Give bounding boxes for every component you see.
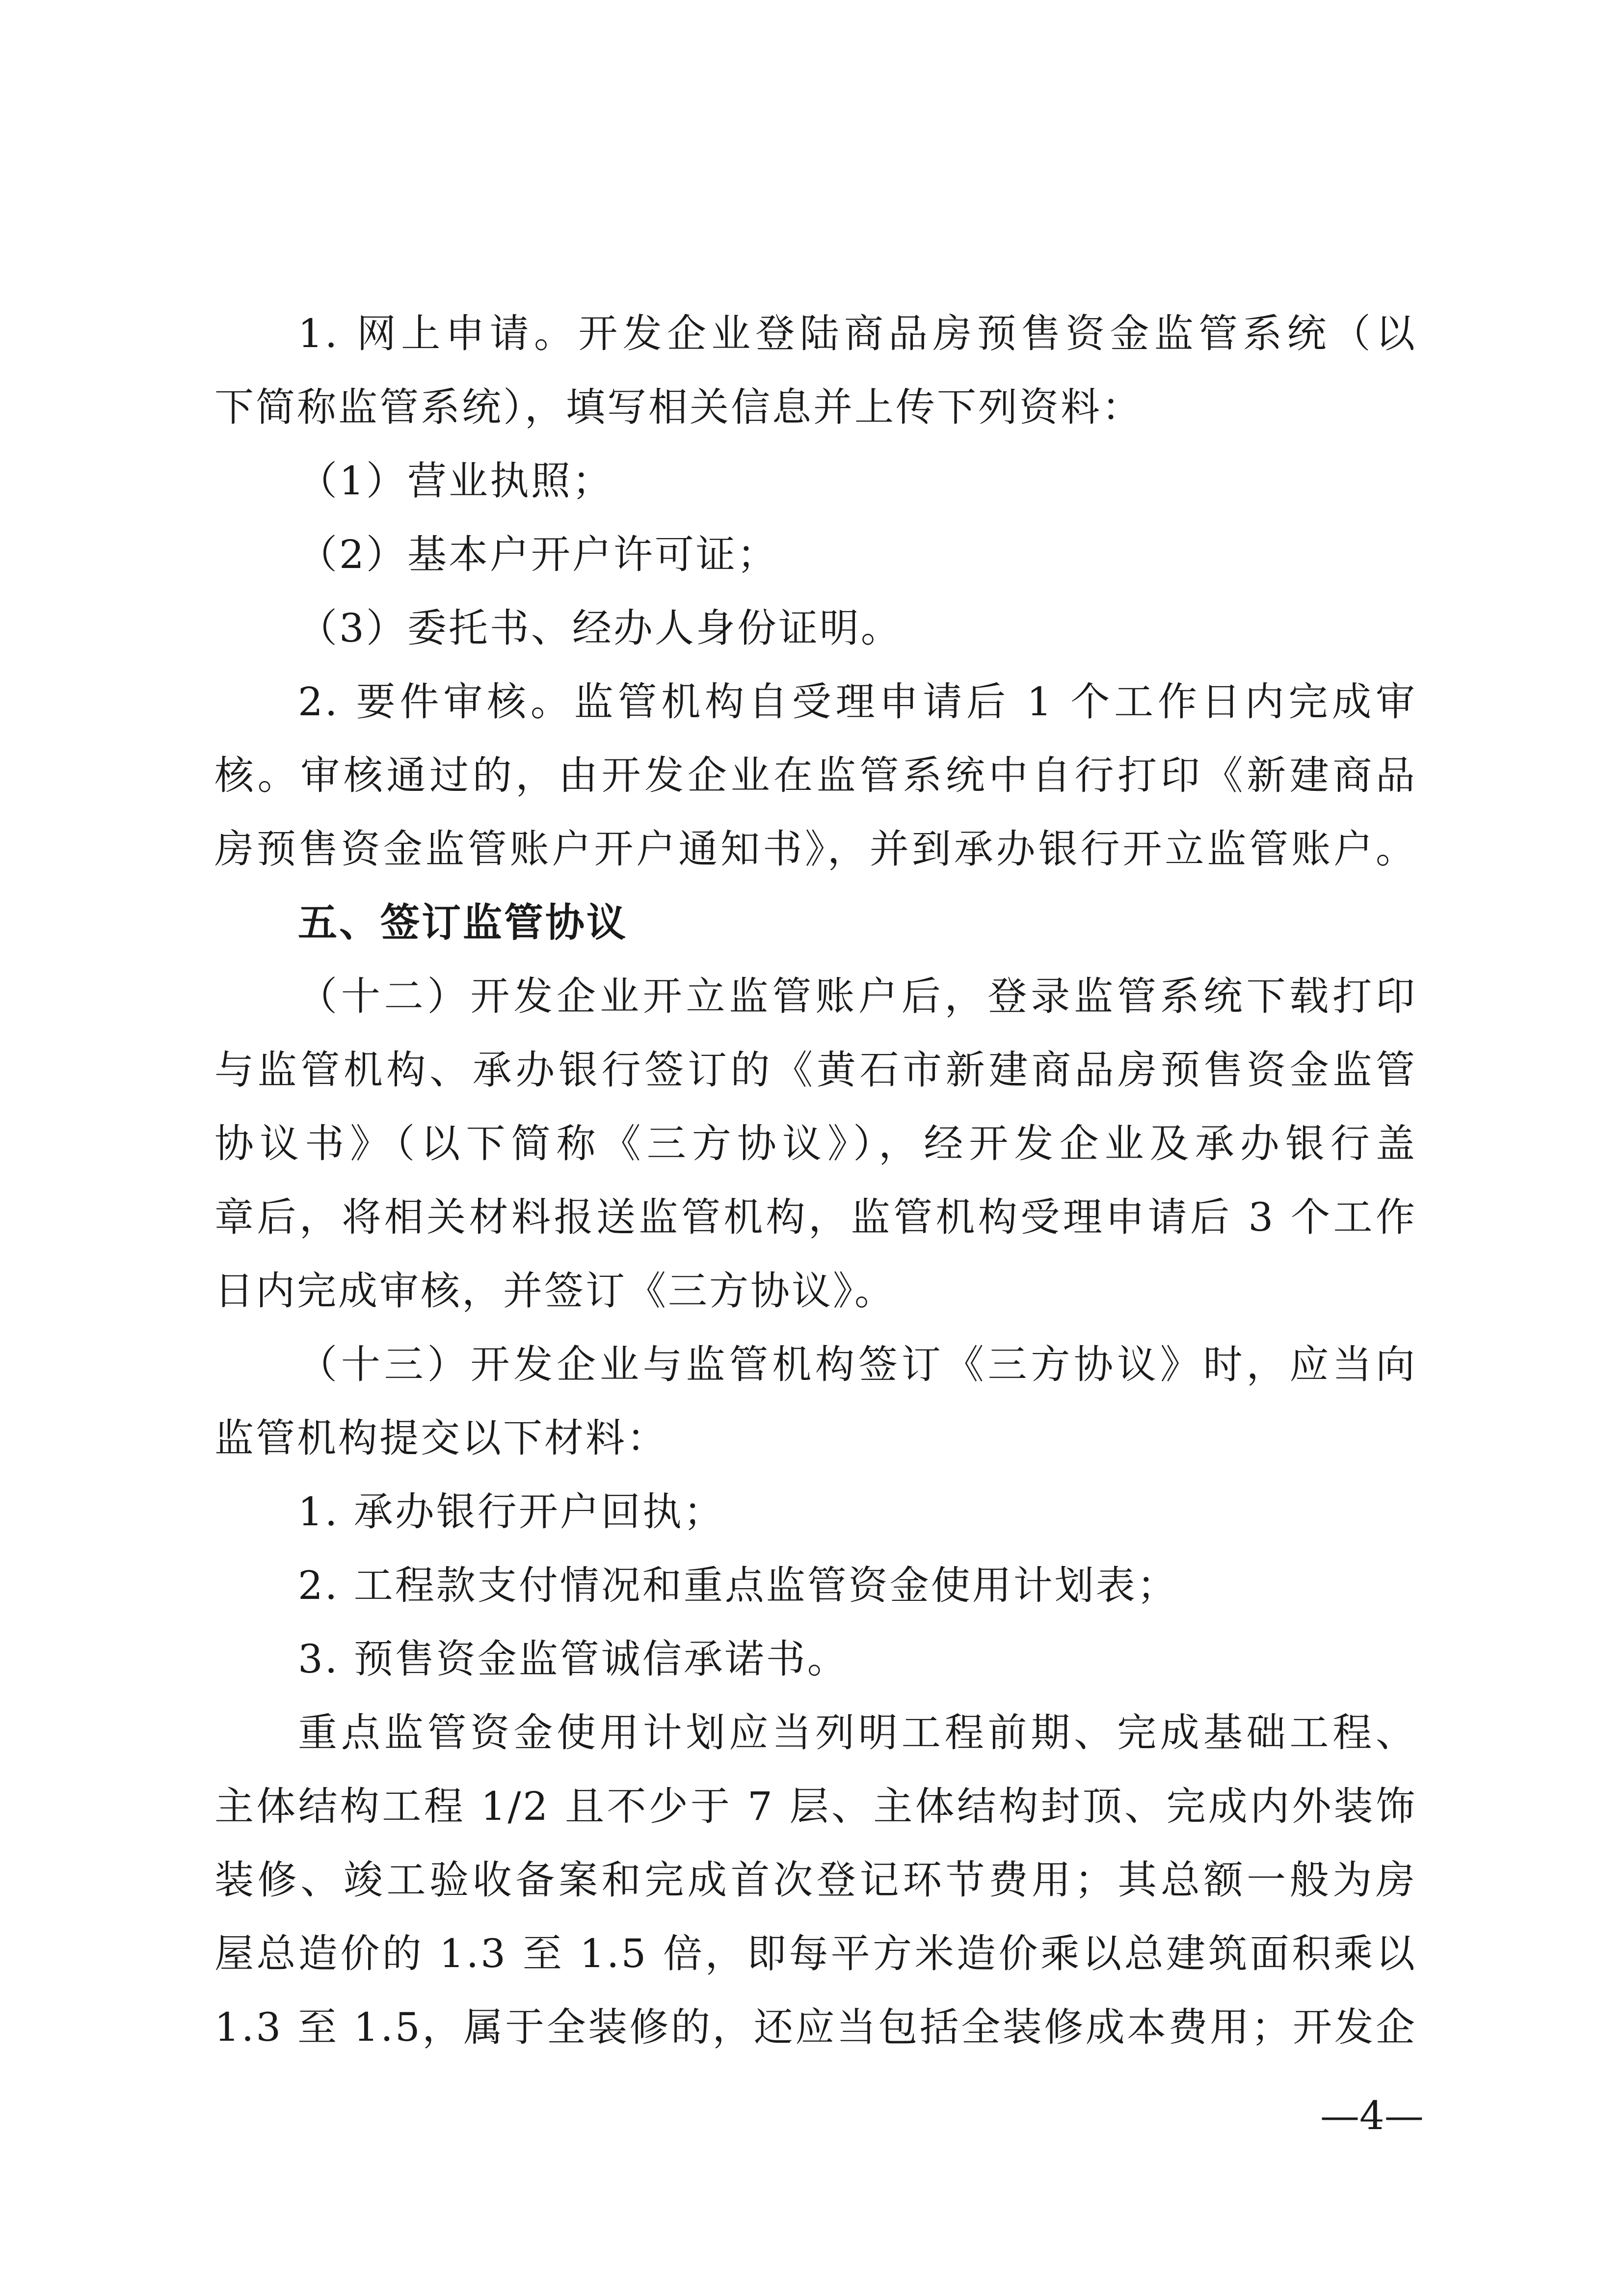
list-item: （2）基本户开户许可证；	[298, 532, 778, 577]
paragraph-line: 装修、竣工验收备案和完成首次登记环节费用；其总额一般为房	[214, 1857, 1417, 1903]
paragraph-line: 1. 网上申请。开发企业登陆商品房预售资金监管系统（以	[298, 311, 1417, 356]
list-item: 2. 工程款支付情况和重点监管资金使用计划表；	[298, 1563, 1178, 1608]
section-heading: 五、签订监管协议	[298, 900, 628, 945]
list-item: 1. 承办银行开户回执；	[298, 1489, 725, 1535]
list-item: （1）营业执照；	[298, 458, 613, 504]
paragraph-line: 日内完成审核，并签订《三方协议》。	[214, 1268, 896, 1314]
paragraph-line: 屋总造价的 1.3 至 1.5 倍，即每平方米造价乘以总建筑面积乘以	[214, 1931, 1417, 1976]
paragraph-line: 主体结构工程 1/2 且不少于 7 层、主体结构封顶、完成内外装饰	[214, 1783, 1417, 1829]
paragraph-line: 协议书》（以下简称《三方协议》），经开发企业及承办银行盖	[214, 1121, 1417, 1166]
paragraph-line: 2. 要件审核。监管机构自受理申请后 1 个工作日内完成审	[298, 679, 1417, 725]
page-number: —4—	[1320, 2093, 1424, 2138]
paragraph-line: 与监管机构、承办银行签订的《黄石市新建商品房预售资金监管	[214, 1047, 1417, 1093]
paragraph-line: 重点监管资金使用计划应当列明工程前期、完成基础工程、	[298, 1710, 1417, 1756]
paragraph-line: （十三）开发企业与监管机构签订《三方协议》时，应当向	[298, 1342, 1417, 1387]
paragraph-line: 下简称监管系统），填写相关信息并上传下列资料：	[214, 384, 1143, 430]
paragraph-line: 房预售资金监管账户开户通知书》，并到承办银行开立监管账户。	[214, 826, 1417, 872]
list-item: （3）委托书、经办人身份证明。	[298, 605, 902, 651]
paragraph-line: 章后，将相关材料报送监管机构，监管机构受理申请后 3 个工作	[214, 1194, 1417, 1240]
paragraph-line: 1.3 至 1.5，属于全装修的，还应当包括全装修成本费用；开发企	[214, 2004, 1417, 2050]
paragraph-line: （十二）开发企业开立监管账户后，登录监管系统下载打印	[298, 973, 1417, 1019]
paragraph-line: 核。审核通过的，由开发企业在监管系统中自行打印《新建商品	[214, 753, 1417, 798]
list-item: 3. 预售资金监管诚信承诺书。	[298, 1636, 849, 1682]
paragraph-line: 监管机构提交以下材料：	[214, 1415, 668, 1461]
